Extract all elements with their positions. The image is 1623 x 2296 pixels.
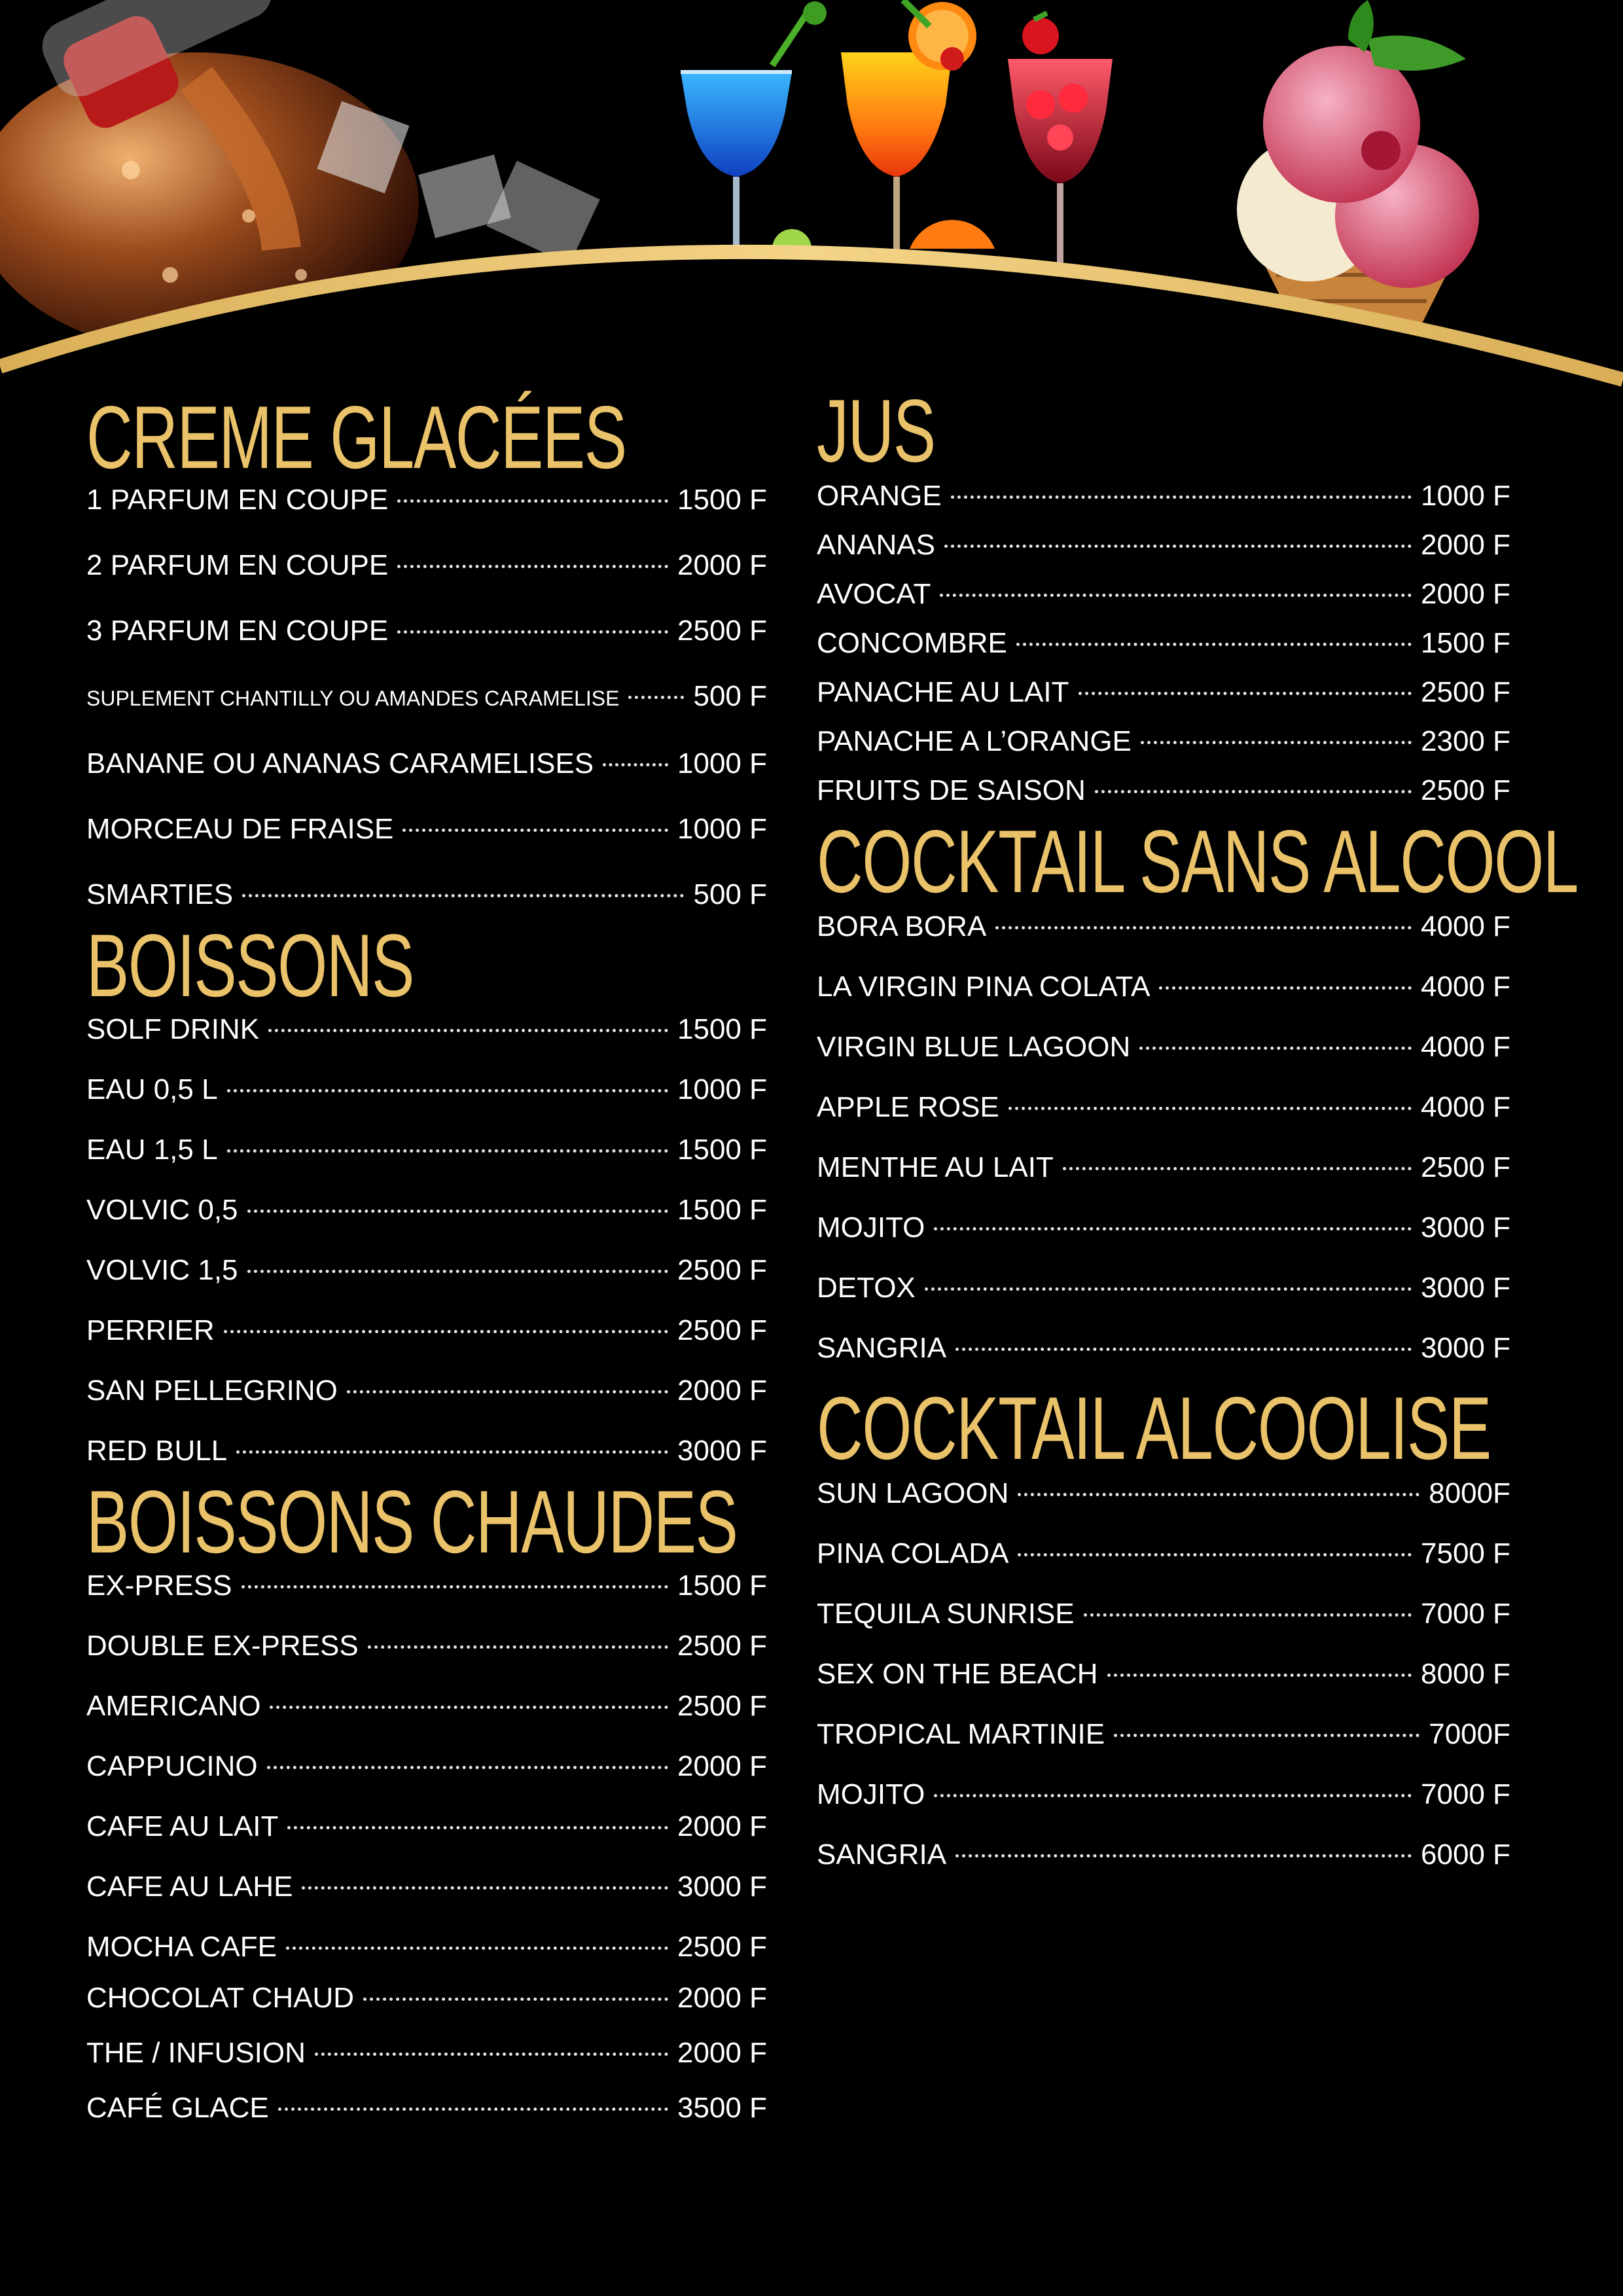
dot-leader [1018,1493,1419,1496]
menu-item-price: 2500 F [677,1630,767,1662]
right-column [817,381,1578,1874]
menu-item-name: CAFE AU LAIT [86,1810,279,1842]
menu-item-name: PERRIER [86,1314,215,1346]
menu-item [86,810,767,849]
section-cocktail-sans-alcool [817,812,1578,1368]
menu-item-price: 4000 F [1421,971,1510,1003]
menu-item-price: 2500 F [1421,676,1510,708]
section-title-boissons-chaudes: BOISSONS CHAUDES [86,1472,738,1571]
dot-leader [368,1645,668,1649]
dot-leader [934,1794,1412,1797]
dot-leader [603,763,668,766]
dot-leader [402,829,668,832]
section-title-jus: JUS [817,381,935,480]
menu-item-name: VOLVIC 0,5 [86,1194,238,1226]
hero-banner [0,0,1623,406]
menu-item-name: 2 PARFUM EN COUPE [86,549,389,581]
menu-item-name: AVOCAT [817,578,931,610]
dot-leader [397,499,668,503]
dot-leader [1016,643,1412,646]
menu-item [86,2034,767,2073]
menu-item-price: 1500 F [677,1013,767,1045]
dot-leader [944,545,1412,548]
menu-item-name: SEX ON THE BEACH [817,1658,1098,1690]
dot-leader [242,894,684,897]
menu-item-name: ANANAS [817,529,935,561]
dot-leader [1107,1674,1412,1677]
menu-item [86,611,767,651]
menu-item [86,1070,767,1109]
menu-item-name: PANACHE AU LAIT [817,676,1069,708]
dot-leader [247,1270,669,1273]
menu-item-price: 7500 F [1421,1537,1510,1570]
menu-item [817,1088,1510,1127]
menu-item-name: MOCHA CAFE [86,1931,277,1963]
menu-item-name: 1 PARFUM EN COUPE [86,484,389,516]
menu-item-price: 2500 F [677,1254,767,1286]
menu-item [817,1208,1510,1247]
menu-item [817,1329,1510,1368]
menu-item-name: SUN LAGOON [817,1477,1009,1509]
menu-item-price: 500 F [693,680,767,712]
dot-leader [270,1706,668,1709]
menu-item [86,2089,767,2128]
menu-item [817,1474,1510,1513]
menu-item-price: 500 F [693,878,767,910]
menu-item [86,677,767,718]
section-jus [817,381,1510,810]
menu-item-price: 1500 F [677,1570,767,1602]
menu-item-price: 2500 F [677,1931,767,1963]
menu-item [86,1566,767,1605]
dot-leader [1141,741,1412,744]
menu-item-name: TEQUILA SUNRISE [817,1598,1075,1630]
dot-leader [227,1149,668,1153]
dot-leader [1095,790,1412,793]
dot-leader [1114,1734,1419,1737]
menu-item [86,744,767,783]
menu-item-name: EX-PRESS [86,1570,232,1602]
section-boissons-chaudes [86,1472,767,2128]
menu-item-price: 8000F [1429,1477,1510,1509]
menu-item [86,546,767,585]
menu-item-name: EAU 1,5 L [86,1134,218,1166]
menu-item-name: FRUITS DE SAISON [817,774,1086,806]
menu-item [817,1775,1510,1814]
menu-item-name: 3 PARFUM EN COUPE [86,615,389,647]
dot-leader [1018,1553,1412,1556]
menu-item [86,1979,767,2018]
menu-item [817,967,1510,1007]
menu-item-price: 2500 F [677,1690,767,1722]
menu-item [86,1311,767,1350]
menu-item-name: CHOCOLAT CHAUD [86,1982,355,2014]
dot-leader [278,2108,668,2111]
menu-item-price: 2000 F [677,1374,767,1407]
dot-leader [995,926,1412,929]
dot-leader [286,1946,668,1950]
menu-item [817,1268,1510,1308]
dot-leader [397,565,668,568]
menu-item-name: CAPPUCINO [86,1750,258,1782]
menu-item [817,1594,1510,1634]
menu-item-name: DOUBLE EX-PRESS [86,1630,359,1662]
menu-item-price: 1000 F [677,747,767,780]
menu-item-price: 7000F [1429,1718,1510,1750]
menu-item [86,1251,767,1290]
menu-item-price: 1000 F [677,1073,767,1105]
menu-item-price: 2000 F [677,2037,767,2069]
menu-item-price: 1500 F [677,1194,767,1226]
menu-item [817,575,1510,614]
menu-item-name: EAU 0,5 L [86,1073,218,1105]
dot-leader [363,1998,668,2001]
menu-item-name: SANGRIA [817,1839,947,1871]
menu-item-price: 2000 F [677,1750,767,1782]
menu-item-name: MOJITO [817,1211,925,1244]
menu-item [817,907,1510,946]
dot-leader [1084,1613,1412,1617]
menu-item-name: BORA BORA [817,910,987,942]
menu-item-price: 2000 F [677,1810,767,1842]
dot-leader [268,1029,668,1032]
menu-item-name: SAN PELLEGRINO [86,1374,338,1407]
dot-leader [934,1227,1412,1230]
section-title-cocktail-alcoolise: COCKTAIL ALCOOLISE [817,1378,1491,1478]
section-title-cocktail-sans-alcool: COCKTAIL SANS ALCOOL [817,812,1578,911]
menu-item-name: MORCEAU DE FRAISE [86,813,394,845]
menu-item-name: VIRGIN BLUE LAGOON [817,1031,1131,1063]
dot-leader [955,1854,1412,1857]
menu-item-name: SMARTIES [86,878,234,910]
dot-leader [287,1826,668,1829]
menu-item [86,1010,767,1049]
dot-leader [347,1390,668,1393]
menu-item [86,1130,767,1170]
menu-item [817,1028,1510,1067]
dot-leader [1008,1107,1412,1110]
section-title-creme-glacees: CREME GLACÉES [86,387,626,487]
menu-item-price: 3000 F [1421,1272,1510,1304]
menu-item [86,1747,767,1786]
menu-item-price: 4000 F [1421,1091,1510,1123]
menu-item-price: 8000 F [1421,1658,1510,1690]
menu-item [86,1687,767,1726]
menu-item-price: 2500 F [1421,1151,1510,1183]
menu-item-name: MOJITO [817,1778,925,1810]
menu-item-price: 3500 F [677,2092,767,2124]
menu-item-price: 1500 F [677,1134,767,1166]
dot-leader [925,1287,1412,1291]
dot-leader [955,1348,1412,1351]
menu-item [86,1371,767,1410]
menu-item [86,1807,767,1846]
menu-item-name: AMERICANO [86,1690,261,1722]
section-boissons [86,916,767,1471]
dot-leader [1079,692,1412,695]
menu-item-name: PINA COLADA [817,1537,1009,1570]
left-column [86,387,767,2128]
dot-leader [1063,1167,1412,1170]
dot-leader [951,495,1412,499]
menu-item-name: CAFÉ GLACE [86,2092,269,2124]
dot-leader [227,1089,668,1092]
menu-item-price: 7000 F [1421,1778,1510,1810]
dot-leader [315,2053,668,2056]
menu-item-name: SOLF DRINK [86,1013,260,1045]
menu-item-price: 3000 F [1421,1211,1510,1244]
menu-item [817,722,1510,761]
menu-item-name: THE / INFUSION [86,2037,306,2069]
dot-leader [302,1886,668,1890]
menu-item-price: 2000 F [1421,578,1510,610]
dot-leader [1139,1047,1412,1050]
menu-item [817,1655,1510,1694]
menu-item-name: ORANGE [817,480,942,512]
menu-item-name: SANGRIA [817,1332,947,1364]
menu-item [86,875,767,914]
menu-item-price: 2500 F [677,615,767,647]
menu-item-price: 2000 F [677,549,767,581]
menu-item-name: DETOX [817,1272,916,1304]
dot-leader [224,1330,668,1333]
menu-item-price: 7000 F [1421,1598,1510,1630]
menu-item-name: VOLVIC 1,5 [86,1254,238,1286]
menu-item [86,1626,767,1666]
menu-item [86,1928,767,1967]
menu-item-price: 4000 F [1421,910,1510,942]
menu-item-price: 2500 F [677,1314,767,1346]
menu-item-price: 1000 F [677,813,767,845]
menu-item-price: 2000 F [1421,529,1510,561]
dot-leader [397,630,668,634]
dot-leader [247,1210,669,1213]
menu-item [817,476,1510,516]
dot-leader [1159,986,1412,990]
menu-item [86,1191,767,1230]
menu-item-name: LA VIRGIN PINA COLATA [817,971,1150,1003]
menu-item-name: BANANE OU ANANAS CARAMELISES [86,747,594,780]
menu-item-price: 6000 F [1421,1839,1510,1871]
menu-item-price: 3000 F [677,1871,767,1903]
dot-leader [236,1450,668,1454]
menu-item-name: APPLE ROSE [817,1091,999,1123]
menu-item-name: PANACHE A L’ORANGE [817,725,1132,757]
dot-leader [267,1766,668,1769]
menu-item [817,673,1510,712]
menu-item-name: CONCOMBRE [817,627,1007,659]
menu-item-name: CAFE AU LAHE [86,1871,293,1903]
menu-item-price: 2000 F [677,1982,767,2014]
menu-item [817,1534,1510,1573]
menu-item [817,624,1510,663]
menu-item-name: RED BULL [86,1435,228,1467]
menu-item [817,526,1510,565]
section-creme-glacees [86,387,767,914]
section-title-boissons: BOISSONS [86,916,414,1015]
menu-item [817,771,1510,810]
dot-leader [940,594,1412,597]
menu-item [86,1867,767,1907]
menu-item-name: TROPICAL MARTINIE [817,1718,1105,1750]
dot-leader [628,696,684,699]
menu-item [817,1148,1510,1187]
menu-item-price: 2500 F [1421,774,1510,806]
menu-item-price: 3000 F [1421,1332,1510,1364]
menu-item-price: 1000 F [1421,480,1510,512]
menu-item-price: 1500 F [677,484,767,516]
menu-item [817,1835,1510,1874]
section-cocktail-alcoolise [817,1378,1510,1874]
menu-item [86,1431,767,1471]
menu-item-price: 1500 F [1421,627,1510,659]
dot-leader [241,1585,669,1588]
menu-item-name: SUPLEMENT CHANTILLY OU AMANDES CARAMELISE [86,687,620,710]
menu-item-price: 2300 F [1421,725,1510,757]
menu-item-name: MENTHE AU LAIT [817,1151,1054,1183]
menu-item [817,1715,1510,1754]
menu-item-price: 4000 F [1421,1031,1510,1063]
menu-item-price: 3000 F [677,1435,767,1467]
